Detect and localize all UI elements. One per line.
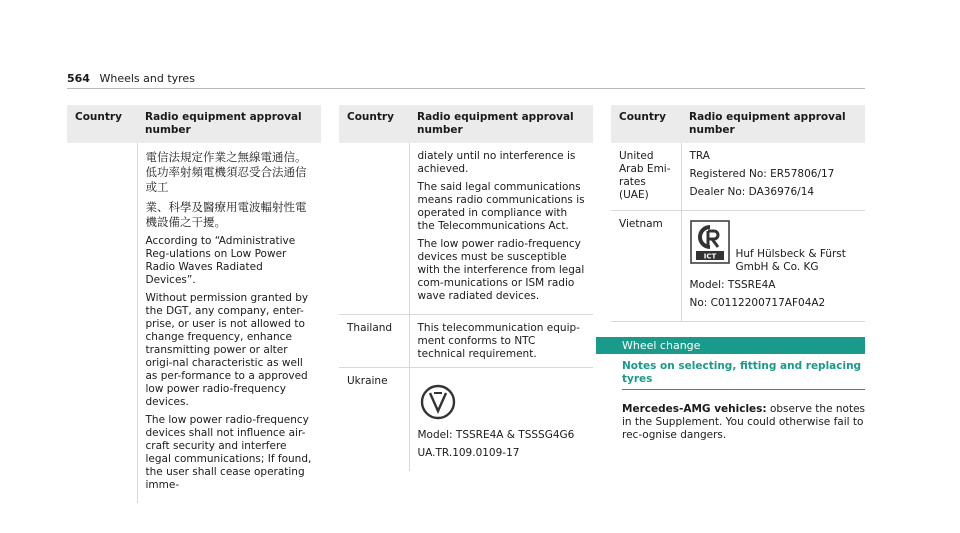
page-header [67,72,195,85]
country-header: Country [611,105,681,143]
notes-bold-lead: Mercedes-AMG vehicles: [622,403,767,415]
notes-body-text: observe the notes in the Supplement. You could otherwise fail to rec-ognise dangers. [622,403,866,441]
uae-dealer-no: Dealer No: DA36976/14 [689,186,815,198]
approval-header: Radio equipment approval number [137,105,321,143]
approval-cell-vietnam [681,211,865,322]
cjk-text-1: 電信法規定作業之無線電通信。低功率射頻電機須忍受合法通信或工 [145,150,307,194]
country-cell-thailand: Thailand [339,315,409,368]
country-cell-vietnam: Vietnam [611,211,681,322]
approval-table-2 [339,105,593,471]
regulation-text-6: The low power radio-frequency devices must be susceptible with the interference from legal com-munications or ISM radio wave radiated devices. [417,238,585,302]
regulation-text-3: The low power radio-frequency devices shall not influence air-craft security and interfere legal communications; If found, the user shall cease operating imme- [145,414,312,491]
vietnam-cr-mark-icon [690,220,730,264]
wheel-change-section-bar [596,337,865,354]
notes-title: Notes on selecting, fitting and replacing tyres [622,360,865,390]
regulation-text-2: Without permission granted by the DGT, any company, enter-prise, or user is not allowed to change frequency, enhance transmitting power or alter origi-nal characteristic as well as per-formance to a approved low power radio-frequency devices. [145,292,309,408]
approval-cell-uae [681,143,865,211]
approval-cell-taiwan-cont [409,143,593,315]
regulation-text-5: The said legal communications means radio communications is operated in compliance with the Telecommunications Act. [417,181,585,232]
approval-header: Radio equipment approval number [409,105,593,143]
uae-tra: TRA [689,150,710,162]
uae-registered-no: Registered No: ER57806/17 [689,168,835,180]
approval-header: Radio equipment approval number [681,105,865,143]
ukraine-conformity-mark-icon [418,383,458,421]
vietnam-no: No: C0112200717AF04A2 [689,297,826,309]
header-rule [67,88,865,89]
vietnam-model: Model: TSSRE4A [689,279,776,291]
vietnam-maker: Huf Hülsbeck & Fürst GmbH & Co. KG [735,248,846,273]
approval-table-3 [611,105,865,322]
country-cell-ukraine: Ukraine [339,368,409,472]
ukraine-model: Model: TSSRE4A & TSSSG4G6 [417,429,575,441]
ukraine-code: UA.TR.109.0109-17 [417,447,520,459]
ict-logo-text: ICT [703,252,716,261]
regulation-text-1: According to “Administrative Reg-ulations on Low Power Radio Waves Radiated Devices”. [145,235,296,286]
country-cell-uae: United Arab Emi-rates (UAE) [611,143,681,211]
approval-table-1 [67,105,321,503]
page-section-title: Wheels and tyres [99,72,195,85]
approval-cell-ukraine [409,368,593,472]
country-header: Country [339,105,409,143]
approval-cell-thailand: This telecommunication equip-ment conforms to NTC technical requirement. [409,315,593,368]
notes-body [622,403,865,442]
approval-cell-taiwan [137,143,321,503]
page-number: 564 [67,72,90,85]
country-cell-empty [67,143,137,503]
regulation-text-4: diately until no interference is achieved. [417,150,576,175]
cjk-text-2: 業、科學及醫療用電波輻射性電機設備之干擾。 [145,200,307,229]
wheel-change-title: Wheel change [622,339,701,352]
country-cell-empty [339,143,409,315]
country-header: Country [67,105,137,143]
